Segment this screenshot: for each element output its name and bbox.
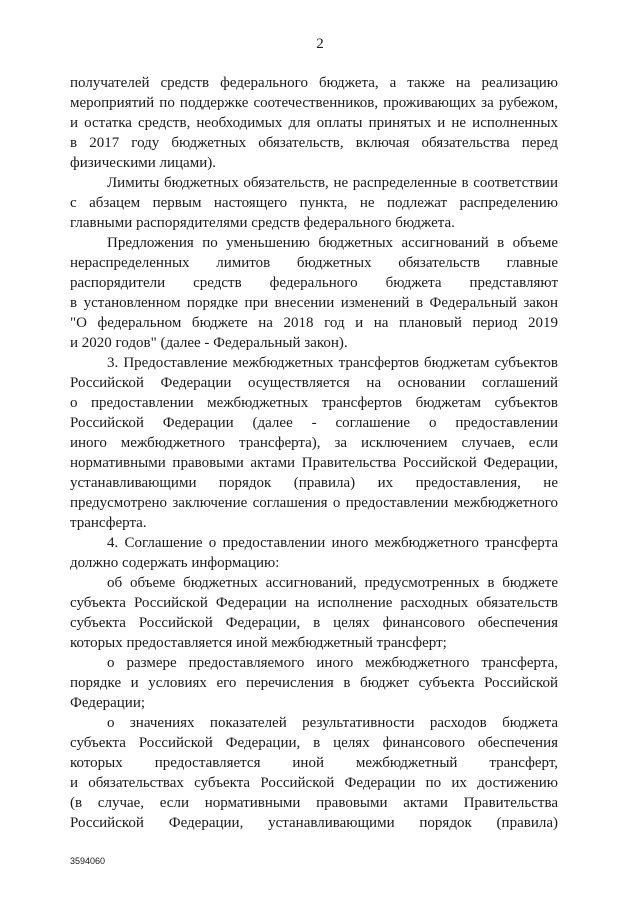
text-line: в установленном порядке при внесении изменений в Федеральный закон [70,295,558,311]
text-line: 4. Соглашение о предоставлении иного межбюджетного трансферта [107,535,558,551]
text-line: должно содержать информацию: [70,555,280,571]
document-body [70,73,558,833]
paragraph [70,233,558,353]
text-line: о размере предоставляемого иного межбюджетного трансферта, [107,655,558,671]
text-line: главными распорядителями средств федерального бюджета. [70,215,455,231]
text-line: Федерации; [70,695,146,711]
text-line: субъекта Российской Федерации, в целях финансового обеспечения [70,615,558,631]
text-line: мероприятий по поддержке соотечественников, проживающих за рубежом, [70,95,558,111]
text-line: и 2020 годов" (далее - Федеральный закон). [70,335,348,351]
text-line: нераспределенных лимитов бюджетных обязательств главные [70,255,558,271]
document-code: 3594060 [70,856,106,866]
text-line: Предложения по уменьшению бюджетных ассигнований в объеме [107,235,558,251]
paragraph [70,653,558,713]
text-line: Российской Федерации (далее - соглашение о предоставлении [70,415,558,431]
text-line: о значениях показателей результативности расходов бюджета [107,715,558,731]
paragraph [70,713,558,833]
text-line: нормативными правовыми актами Правительства Российской Федерации, [70,455,558,471]
text-line: о предоставлении межбюджетных трансфертов бюджетам субъектов [70,395,558,411]
text-line: Российской Федерации осуществляется на основании соглашений [70,375,558,391]
paragraph [70,73,558,173]
text-line: трансферта. [70,515,147,531]
paragraph [70,173,558,233]
text-line: распорядители средств федерального бюджета представляют [70,275,558,291]
text-line: Российской Федерации, устанавливающими порядок (правила) [70,815,558,831]
paragraph [70,573,558,653]
text-line: об объеме бюджетных ассигнований, предусмотренных в бюджете [107,575,558,591]
text-line: порядке и условиях его перечисления в бюджет субъекта Российской [70,675,558,691]
text-line: устанавливающими порядок (правила) их предоставления, не [70,475,558,491]
text-line: "О федеральном бюджете на 2018 год и на плановый период 2019 [70,315,558,331]
text-line: субъекта Российской Федерации на исполнение расходных обязательств [70,595,558,611]
text-line: которых предоставляется иной межбюджетный трансферт; [70,635,447,651]
text-line: получателей средств федерального бюджета, а также на реализацию [70,75,558,91]
text-line: Лимиты бюджетных обязательств, не распределенные в соответствии [107,175,558,191]
text-line: физическими лицами). [70,155,216,171]
page-number: 2 [316,36,324,52]
text-line: с абзацем первым настоящего пункта, не подлежат распределению [70,195,558,211]
text-line: 3. Предоставление межбюджетных трансфертов бюджетам субъектов [107,355,558,371]
text-line: и остатка средств, необходимых для оплаты принятых и не исполненных [70,115,558,131]
paragraph [70,353,558,533]
text-line: иного межбюджетного трансферта), за исключением случаев, если [70,435,558,451]
text-line: и обязательствах субъекта Российской Федерации по их достижению [70,775,558,791]
text-line: субъекта Российской Федерации, в целях финансового обеспечения [70,735,558,751]
text-line: (в случае, если нормативными правовыми актами Правительства [70,795,558,811]
text-line: предусмотрено заключение соглашения о предоставлении межбюджетного [70,495,558,511]
text-line: которых предоставляется иной межбюджетный трансферт, [70,755,558,771]
text-line: в 2017 году бюджетных обязательств, включая обязательства перед [70,135,558,151]
paragraph [70,533,558,573]
